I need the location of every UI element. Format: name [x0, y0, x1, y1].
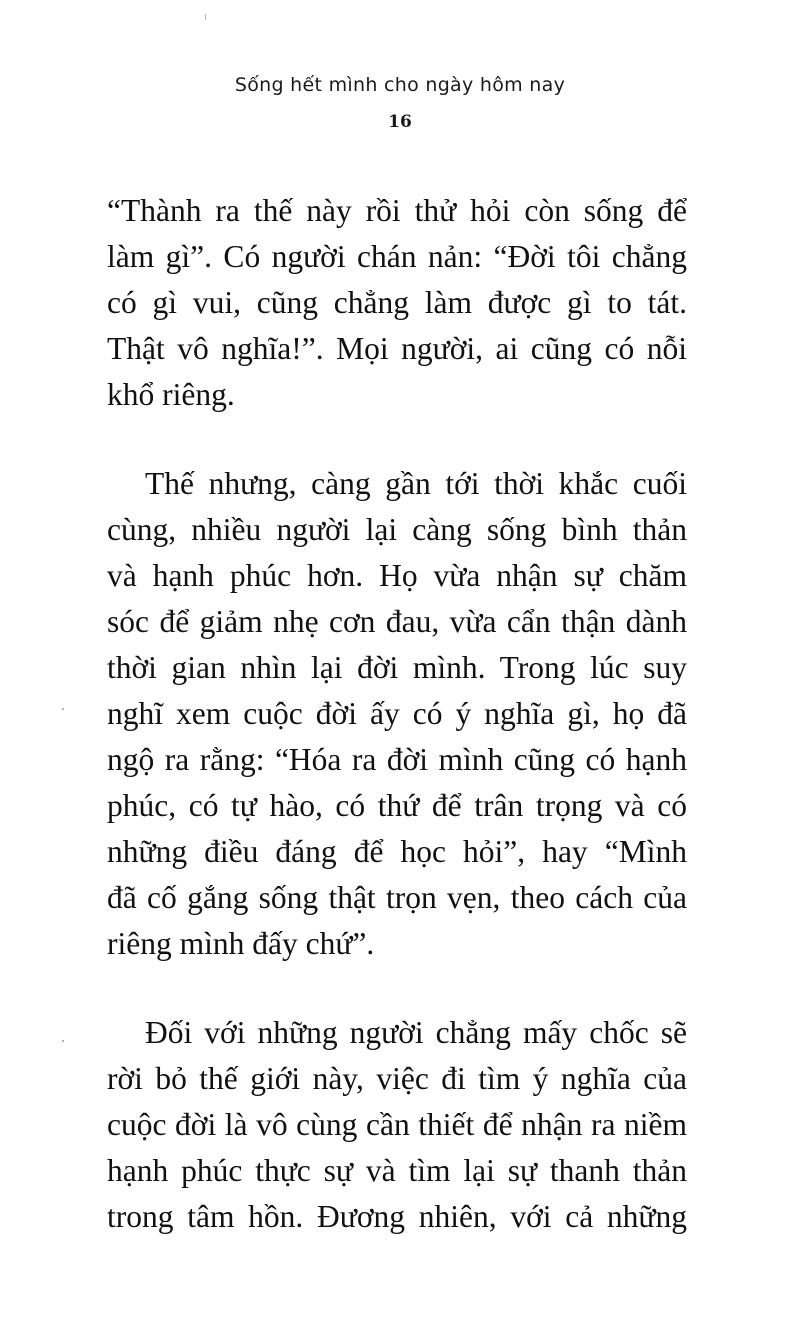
text-line: trong tâm hồn. Đương nhiên, với cả những [107, 1199, 687, 1234]
text-line: Đối với những người chẳng mấy chốc sẽ [145, 1015, 687, 1050]
text-line: sóc để giảm nhẹ cơn đau, vừa cẩn thận dành [107, 604, 687, 639]
scan-mark [62, 708, 64, 710]
text-line: phúc, có tự hào, có thứ để trân trọng và có [107, 788, 687, 823]
text-line: cùng, nhiều người lại càng sống bình thản [107, 512, 687, 547]
paragraph [107, 1010, 687, 1240]
text-line: những điều đáng để học hỏi”, hay “Mình [107, 834, 687, 869]
text-line: thời gian nhìn lại đời mình. Trong lúc suy [107, 650, 687, 685]
text-line: cuộc đời là vô cùng cần thiết để nhận ra niềm [107, 1107, 687, 1142]
text-line: rời bỏ thế giới này, việc đi tìm ý nghĩa của [107, 1061, 687, 1096]
scan-mark [62, 1040, 64, 1042]
scan-mark [205, 14, 206, 20]
body-text [107, 188, 687, 1283]
text-line: có gì vui, cũng chẳng làm được gì to tát. [107, 285, 687, 320]
text-line: “Thành ra thế này rồi thử hỏi còn sống để [107, 193, 687, 228]
text-line: ngộ ra rằng: “Hóa ra đời mình cũng có hạnh [107, 742, 687, 777]
text-line: Thật vô nghĩa!”. Mọi người, ai cũng có nỗi [107, 331, 687, 366]
text-line: hạnh phúc thực sự và tìm lại sự thanh thản [107, 1153, 687, 1188]
paragraph [107, 188, 687, 418]
running-header: Sống hết mình cho ngày hôm nay [234, 74, 566, 96]
text-line: Thế nhưng, càng gần tới thời khắc cuối [145, 466, 687, 501]
paragraph [107, 461, 687, 967]
text-line: đã cố gắng sống thật trọn vẹn, theo cách của [107, 880, 687, 915]
text-line: và hạnh phúc hơn. Họ vừa nhận sự chăm [107, 558, 687, 593]
text-line: khổ riêng. [107, 377, 235, 412]
text-line: nghĩ xem cuộc đời ấy có ý nghĩa gì, họ đã [107, 696, 687, 731]
text-line: làm gì”. Có người chán nản: “Đời tôi chẳng [107, 239, 687, 274]
text-line: riêng mình đấy chứ”. [107, 926, 375, 961]
page-number: 16 [388, 112, 412, 132]
